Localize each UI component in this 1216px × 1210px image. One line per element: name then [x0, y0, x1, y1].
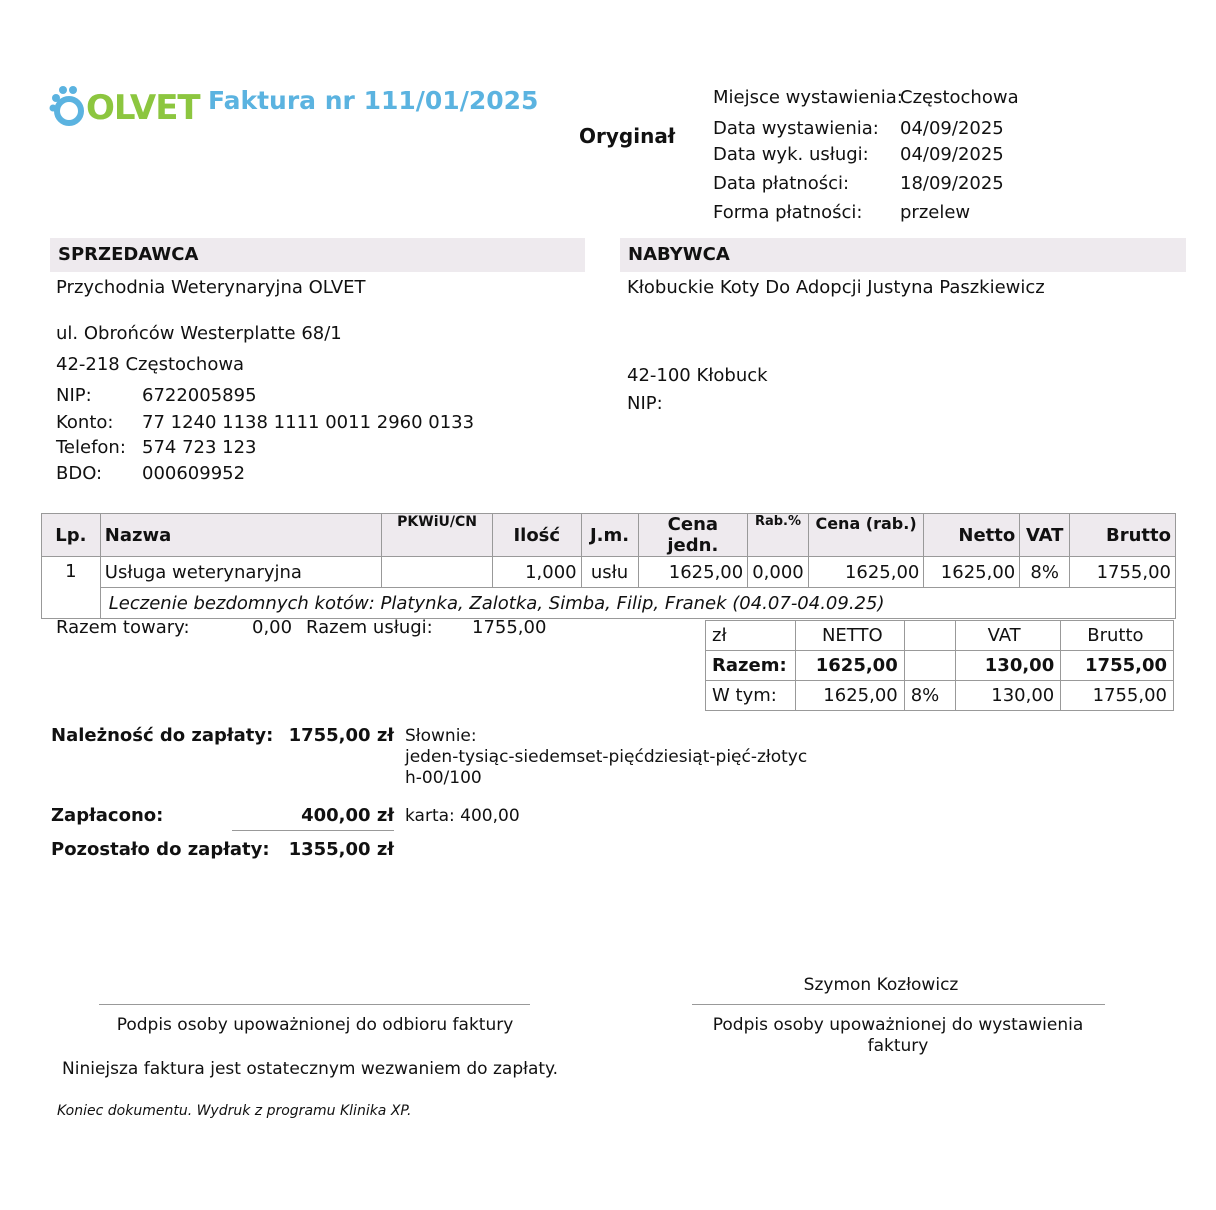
vat-col-currency: zł: [706, 621, 796, 651]
vat-col-net: NETTO: [795, 621, 904, 651]
issuer-signature-caption-2: faktury: [867, 1036, 929, 1056]
meta-label-service-date: Data wyk. usługi:: [713, 144, 869, 165]
issuer-signature-line: [692, 1004, 1105, 1005]
seller-account-label: Konto:: [56, 412, 114, 433]
col-price: Cena jedn.: [638, 514, 748, 557]
buyer-heading: NABYWCA: [620, 238, 1186, 272]
col-unit: J.m.: [581, 514, 638, 557]
buyer-city: 42-100 Kłobuck: [627, 365, 768, 386]
buyer-name: Kłobuckie Koty Do Adopcji Justyna Paszkiewicz: [627, 277, 1045, 298]
issuer-name: Szymon Kozłowicz: [803, 975, 959, 995]
paid-label: Zapłacono:: [51, 805, 164, 826]
paid-divider: [232, 830, 394, 831]
amount-words-line1: jeden-tysiąc-siedemset-pięćdziesiąt-pięć-złotyc: [405, 747, 808, 767]
col-net: Netto: [924, 514, 1020, 557]
row-unit: usłu: [581, 557, 638, 588]
col-name: Nazwa: [100, 514, 381, 557]
vat-sum-net: 1625,00: [795, 651, 904, 681]
seller-heading: SPRZEDAWCA: [50, 238, 585, 272]
vat-breakdown-row: [706, 681, 1174, 711]
seller-phone-value: 574 723 123: [142, 437, 257, 458]
seller-street: ul. Obrońców Westerplatte 68/1: [56, 323, 342, 344]
col-gross: Brutto: [1070, 514, 1176, 557]
row-vat: 8%: [1020, 557, 1070, 588]
meta-value-payment-date: 18/09/2025: [900, 173, 1004, 194]
receiver-signature-line: [99, 1004, 530, 1005]
vat-breakdown-label: W tym:: [706, 681, 796, 711]
seller-bdo-label: BDO:: [56, 463, 103, 484]
vat-breakdown-rate: 8%: [904, 681, 955, 711]
vat-col-rate: [904, 621, 955, 651]
row-net: 1625,00: [924, 557, 1020, 588]
vat-breakdown-vat: 130,00: [955, 681, 1061, 711]
vat-breakdown-gross: 1755,00: [1061, 681, 1174, 711]
services-total-value: 1755,00: [472, 617, 547, 638]
vat-header-row: [706, 621, 1174, 651]
col-price-disc: Cena (rab.): [808, 514, 924, 557]
col-lp: Lp.: [42, 514, 101, 557]
col-discount: Rab.%: [748, 514, 809, 557]
col-qty: Ilość: [492, 514, 581, 557]
seller-city: 42-218 Częstochowa: [56, 354, 245, 375]
vat-breakdown-net: 1625,00: [795, 681, 904, 711]
row-discount: 0,000: [748, 557, 809, 588]
vat-col-gross: Brutto: [1061, 621, 1174, 651]
items-header-row: [42, 514, 1176, 557]
logo-text: OLVET: [86, 88, 200, 128]
seller-nip-label: NIP:: [56, 385, 92, 406]
final-notice: Niniejsza faktura jest ostatecznym wezwaniem do zapłaty.: [62, 1059, 559, 1079]
amount-words-line2: h-00/100: [405, 768, 482, 788]
col-vat: VAT: [1020, 514, 1070, 557]
vat-sum-row: [706, 651, 1174, 681]
document-footer: Koniec dokumentu. Wydruk z programu Klinika XP.: [57, 1103, 412, 1119]
seller-phone-label: Telefon:: [56, 437, 126, 458]
meta-value-payment-form: przelew: [900, 202, 971, 223]
vat-sum-label: Razem:: [706, 651, 796, 681]
goods-total-label: Razem towary:: [56, 617, 190, 638]
meta-value-service-date: 04/09/2025: [900, 144, 1004, 165]
meta-value-place: Częstochowa: [900, 87, 1019, 108]
meta-label-place: Miejsce wystawienia:: [713, 87, 903, 108]
vat-summary-table: [705, 620, 1174, 711]
original-label: Oryginał: [579, 124, 676, 148]
paid-value: 400,00 zł: [301, 805, 394, 826]
items-table: [41, 513, 1176, 619]
row-lp: 1: [42, 557, 101, 619]
table-row-note: [42, 588, 1176, 619]
amount-due-value: 1755,00 zł: [288, 725, 394, 746]
remaining-label: Pozostało do zapłaty:: [51, 839, 270, 860]
row-price-disc: 1625,00: [808, 557, 924, 588]
services-total-label: Razem usługi:: [306, 617, 433, 638]
paid-detail: karta: 400,00: [405, 806, 520, 826]
vat-sum-gross: 1755,00: [1061, 651, 1174, 681]
issuer-signature-caption-1: Podpis osoby upoważnionej do wystawienia: [712, 1015, 1084, 1035]
row-qty: 1,000: [492, 557, 581, 588]
seller-name: Przychodnia Weterynaryjna OLVET: [56, 277, 366, 298]
col-pkwiu: PKWiU/CN: [382, 514, 493, 557]
vat-sum-rate: [904, 651, 955, 681]
buyer-nip-label: NIP:: [627, 393, 663, 414]
row-name: Usługa weterynaryjna: [100, 557, 381, 588]
amount-due-label: Należność do zapłaty:: [51, 725, 274, 746]
meta-label-payment-date: Data płatności:: [713, 173, 850, 194]
row-price: 1625,00: [638, 557, 748, 588]
seller-bdo-value: 000609952: [142, 463, 246, 484]
row-gross: 1755,00: [1070, 557, 1176, 588]
vat-sum-vat: 130,00: [955, 651, 1061, 681]
meta-label-issue-date: Data wystawienia:: [713, 118, 879, 139]
invoice-title: Faktura nr 111/01/2025: [208, 86, 539, 115]
olvet-logo: [48, 84, 200, 132]
seller-account-value: 77 1240 1138 1111 0011 2960 0133: [142, 412, 475, 433]
amount-words-label: Słownie:: [405, 726, 477, 746]
row-note: Leczenie bezdomnych kotów: Platynka, Zalotka, Simba, Filip, Franek (04.07-04.09.25): [100, 588, 1175, 619]
goods-total-value: 0,00: [252, 617, 293, 638]
remaining-value: 1355,00 zł: [288, 839, 394, 860]
meta-label-payment-form: Forma płatności:: [713, 202, 863, 223]
row-pkwiu: [382, 557, 493, 588]
receiver-signature-caption: Podpis osoby upoważnionej do odbioru faktury: [116, 1015, 514, 1035]
table-row: [42, 557, 1176, 588]
seller-nip-value: 6722005895: [142, 385, 257, 406]
vat-col-vat: VAT: [955, 621, 1061, 651]
meta-value-issue-date: 04/09/2025: [900, 118, 1004, 139]
